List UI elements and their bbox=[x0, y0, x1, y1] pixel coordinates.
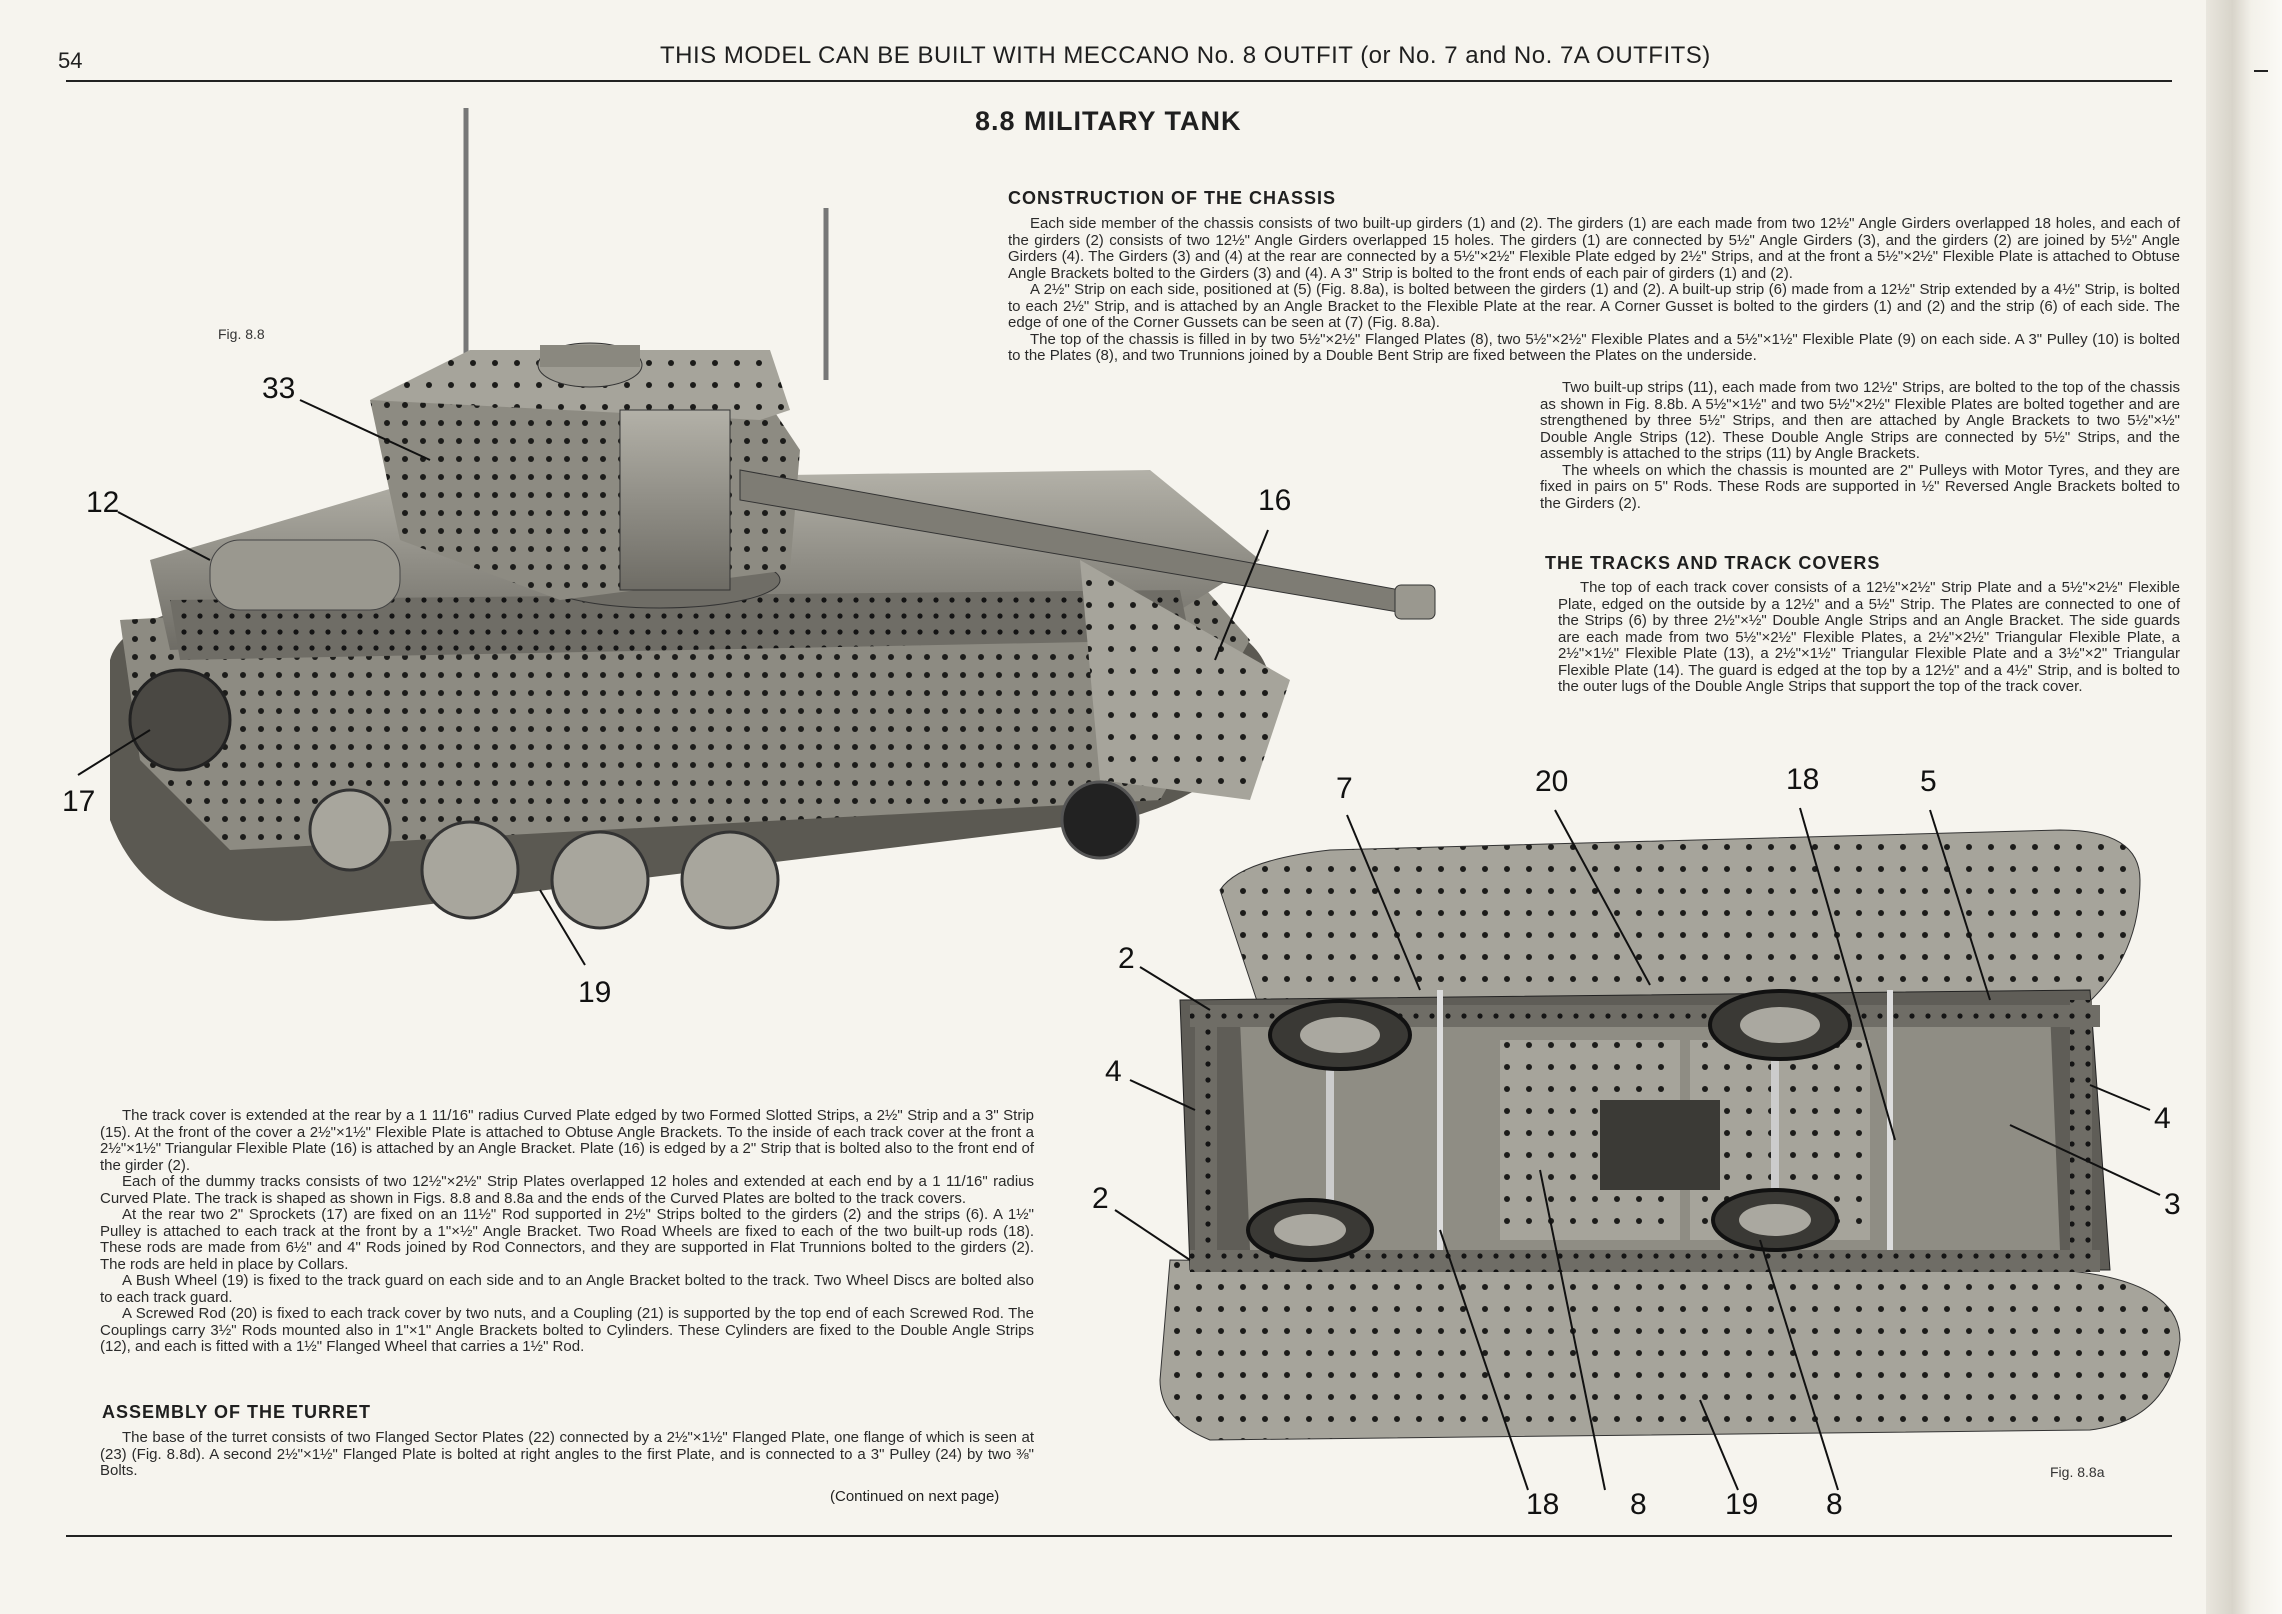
chassis-paragraph: Two built-up strips (11), each made from two 12½" Strips, are bolted to the top of the chassis as shown in Fig. 8.8b. A 5½"×1½" and two 5½"×2½" Flexible Plates are bolted together and are strengthened by three 5½" Strips, and then are attached by Angle Brackets to two 5½"×½" Double Angle Strips (12). These Double Angle Strips are connected by 5½" Strips, and the assembly is attached to the strips (11) by Angle Brackets. bbox=[1540, 379, 2180, 462]
track-cover-paragraph: A Screwed Rod (20) is fixed to each track cover by two nuts, and a Coupling (21) is supported by the top end of each Screwed Rod. The Couplings carry 3½" Rods mounted also in 1"×1" Angle Brackets bolted to Cylinders. These Cylinders are fixed to the Double Angle Strips (12), and each is fitted with a 1½" Flanged Wheel that carries a 1½" Rod. bbox=[100, 1305, 1034, 1355]
callout-4-right: 4 bbox=[2154, 1102, 2171, 1135]
leader-line bbox=[1140, 967, 1210, 1010]
girder bbox=[2070, 1000, 2092, 1270]
callout-19-bottom: 19 bbox=[1725, 1488, 1759, 1521]
figure-label-8-8: Fig. 8.8 bbox=[218, 326, 265, 342]
turret-paragraph: The base of the turret consists of two Flanged Sector Plates (22) connected by a 2½"×1½" Flanged Plate, one flange of which is seen at (23) (Fig. 8.8d). A second 2½"×1½" Flanged Plate is bolted at right angles to the first Plate, and is connected to a 3" Pulley (24) by two ⅜" Bolts. bbox=[100, 1429, 1034, 1479]
tracks-paragraph: The top of each track cover consists of a 12½"×2½" Strip Plate and a 5½"×2½" Flexible Plate, edged on the outside by a 12½" and a 5½" Strip. The Plates are connected to one of the Strips (6) by three 2½"×½" Double Angle Strips and an Angle Bracket. The side guards are each made from two 5½"×2½" Flexible Plates, a 2½"×2½" Triangular Flexible Plate, a 2½"×1½" Flexible Plate (13), a 2½"×1½" Triangular Flexible Plate and a 3½"×2" Triangular Flexible Plate (14). The guard is edged at the top by a 12½" and a 4½" Strip, and is bolted to the outer lugs of the Double Angle Strips that support the top of the track cover. bbox=[1558, 579, 2180, 695]
track-cover-paragraph: At the rear two 2" Sprockets (17) are fixed on an 11½" Rod supported in 2½" Strips bolted to the girders (2) and the strips (6). A 1½" Pulley is attached to each track at the front by a 1"×½" Angle Bracket. Two Road Wheels are fixed to each of the two built-up rods (18). These rods are made from 6½" and 4" Rods joined by Rod Connectors, and they are supported in Flat Trunnions bolted to the girders (2). The rods are held in place by Collars. bbox=[100, 1206, 1034, 1273]
girder bbox=[1195, 1010, 1217, 1270]
running-header: THIS MODEL CAN BE BUILT WITH MECCANO No. 8 OUTFIT (or No. 7 and No. 7A OUTFITS) bbox=[660, 42, 1711, 69]
track-cover-paragraph: A Bush Wheel (19) is fixed to the track guard on each side and to an Angle Bracket bolted to the track. Two Wheel Discs are bolted also to each track guard. bbox=[100, 1272, 1034, 1306]
callout-4-left: 4 bbox=[1105, 1055, 1122, 1088]
chassis-paragraph: A 2½" Strip on each side, positioned at (5) (Fig. 8.8a), is bolted between the girders (1) and (2). A built-up strip (6) made from a 12½" Strip extended by a 4½" Strip, is bolted to each 2½" Strip, and is attached by an Angle Bracket to the Flexible Plate at the rear. A Corner Gusset is bolted to the girders (1) and (2) and the strip (6) of each side. The edge of one of the Corner Gussets can be seen at (7) (Fig. 8.8a). bbox=[1008, 281, 2180, 331]
pulley-mount bbox=[1600, 1100, 1720, 1190]
callout-2-top: 2 bbox=[1118, 942, 1135, 975]
callout-8-left: 8 bbox=[1630, 1488, 1647, 1521]
callout-7: 7 bbox=[1336, 772, 1353, 805]
wheel-hub bbox=[1300, 1017, 1380, 1053]
callout-19: 19 bbox=[578, 976, 612, 1009]
track-cover-bottom bbox=[1160, 1260, 2180, 1440]
page-title: 8.8 MILITARY TANK bbox=[975, 106, 1242, 136]
callout-3: 3 bbox=[2164, 1188, 2181, 1221]
continued-note: (Continued on next page) bbox=[830, 1488, 1000, 1505]
track-cover-paragraph: The track cover is extended at the rear by a 1 11/16" radius Curved Plate edged by two Formed Slotted Strips, a 2½" Strip and a 3" Strip (15). At the front of the cover a 2½"×1½" Flexible Plate is attached to Obtuse Angle Brackets. To the inside of each track cover at the front a 2½"×1½" Triangular Flexible Plate (16) is attached by an Angle Bracket. Plate (16) is edged by a 2" Strip that is bolted also to the front end of the girder (2). bbox=[100, 1107, 1034, 1174]
page-number: 54 bbox=[58, 48, 83, 73]
chassis-paragraph: The wheels on which the chassis is mounted are 2" Pulleys with Motor Tyres, and they are fixed in pairs on 5" Rods. These Rods are supported in ½" Reversed Angle Brackets bolted to the Girders (2). bbox=[1540, 461, 2180, 512]
callout-16: 16 bbox=[1258, 484, 1292, 517]
callout-12: 12 bbox=[86, 486, 120, 519]
callout-17: 17 bbox=[62, 785, 96, 818]
leader-line bbox=[1115, 1210, 1190, 1260]
callout-5: 5 bbox=[1920, 765, 1937, 798]
callout-20: 20 bbox=[1535, 765, 1569, 798]
chassis-paragraph: The top of the chassis is filled in by two 5½"×2½" Flanged Plates (8), two 5½"×2½" Flexible Plates and a 5½"×1½" Flexible Plate (9) on each side. A 3" Pulley (10) is bolted to the Plates (8), and two Trunnions joined by a Double Bent Strip are fixed between the Plates on the underside. bbox=[1008, 330, 2180, 364]
callout-8-right: 8 bbox=[1826, 1488, 1843, 1521]
wheel-hub bbox=[1739, 1204, 1811, 1236]
chassis-heading: CONSTRUCTION OF THE CHASSIS bbox=[1008, 188, 1337, 208]
figure-label-8-8a: Fig. 8.8a bbox=[2050, 1464, 2105, 1480]
turret-heading: ASSEMBLY OF THE TURRET bbox=[102, 1402, 372, 1422]
track-cover-paragraph: Each of the dummy tracks consists of two 12½"×2½" Strip Plates overlapped 12 holes and extended at each end by a 1 11/16" radius Curved Plate. The track is shaped as shown in Figs. 8.8 and 8.8a and the ends of the Curved Plates are bolted to the track covers. bbox=[100, 1173, 1034, 1207]
tracks-heading: THE TRACKS AND TRACK COVERS bbox=[1545, 553, 1881, 573]
wheel-hub bbox=[1274, 1214, 1346, 1246]
callout-2-bottom: 2 bbox=[1092, 1182, 1109, 1215]
callout-33: 33 bbox=[262, 372, 296, 405]
callout-18-bottom: 18 bbox=[1526, 1488, 1560, 1521]
leader-line bbox=[2090, 1085, 2150, 1110]
wheel-hub bbox=[1740, 1007, 1820, 1043]
callout-18-top: 18 bbox=[1786, 763, 1820, 796]
chassis-paragraph: Each side member of the chassis consists of two built-up girders (1) and (2). The girders (1) are each made from two 12½" Angle Girders overlapped 18 holes, and each of the girders (2) consists of two 12½" Angle Girders overlapped 15 holes. The girders (1) are connected by 5½" Angle Girders (3), and the girders (2) are joined by 5½" Angle Girders (4). The Girders (3) and (4) at the rear are connected by a 5½"×2½" Flexible Plate edged by 2½" Strips, and at the front a 5½"×2½" Flexible Plate is attached to Obtuse Angle Brackets bolted to the Girders (3) and (4). A 3" Strip is bolted to the front ends of each pair of girders (1) and (2). bbox=[1008, 215, 2180, 282]
